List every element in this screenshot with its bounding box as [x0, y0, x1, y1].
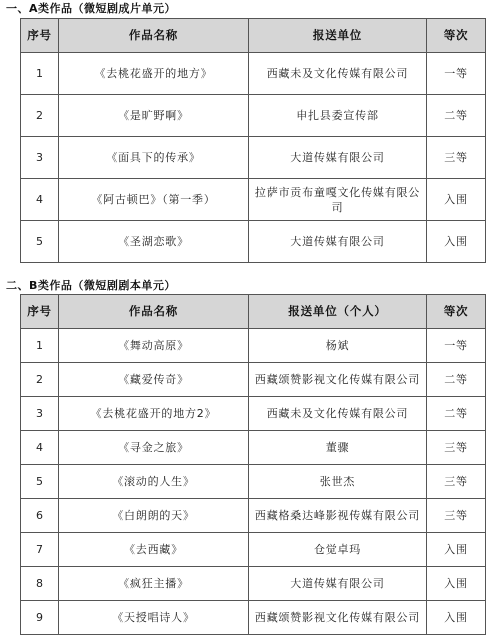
- cell-serial: 5: [21, 221, 59, 263]
- table-row: [21, 95, 486, 137]
- cell-serial: 1: [21, 329, 59, 363]
- header-serial: 序号: [21, 295, 59, 329]
- cell-submitting-unit: 申扎县委宣传部: [249, 95, 427, 137]
- table-row: [21, 363, 486, 397]
- cell-rank: 三等: [427, 137, 486, 179]
- table-row: [21, 499, 486, 533]
- cell-serial: 4: [21, 431, 59, 465]
- cell-work-name: 《天授唱诗人》: [59, 601, 249, 635]
- cell-rank: 入围: [427, 221, 486, 263]
- cell-submitting-unit: 西藏未及文化传媒有限公司: [249, 397, 427, 431]
- cell-rank: 入围: [427, 601, 486, 635]
- cell-serial: 3: [21, 397, 59, 431]
- table-row: [21, 53, 486, 95]
- cell-submitting-unit: 西藏颂赞影视文化传媒有限公司: [249, 363, 427, 397]
- cell-serial: 2: [21, 363, 59, 397]
- cell-rank: 三等: [427, 499, 486, 533]
- cell-work-name: 《去西藏》: [59, 533, 249, 567]
- table-row: [21, 221, 486, 263]
- cell-rank: 三等: [427, 431, 486, 465]
- table-row: [21, 601, 486, 635]
- cell-work-name: 《白朗朗的天》: [59, 499, 249, 533]
- cell-work-name: 《去桃花盛开的地方2》: [59, 397, 249, 431]
- cell-work-name: 《滚动的人生》: [59, 465, 249, 499]
- table-row: [21, 137, 486, 179]
- cell-rank: 入围: [427, 179, 486, 221]
- cell-rank: 二等: [427, 363, 486, 397]
- header-rank: 等次: [427, 19, 486, 53]
- cell-rank: 二等: [427, 397, 486, 431]
- cell-serial: 7: [21, 533, 59, 567]
- header-work-name: 作品名称: [59, 295, 249, 329]
- header-rank: 等次: [427, 295, 486, 329]
- table-row: [21, 431, 486, 465]
- table-header-row: [21, 19, 486, 53]
- cell-serial: 8: [21, 567, 59, 601]
- cell-serial: 5: [21, 465, 59, 499]
- cell-submitting-unit: 张世杰: [249, 465, 427, 499]
- cell-serial: 3: [21, 137, 59, 179]
- table-row: [21, 179, 486, 221]
- cell-submitting-unit: 大道传媒有限公司: [249, 567, 427, 601]
- cell-submitting-unit: 拉萨市贡布童嘎文化传媒有限公司: [249, 179, 427, 221]
- table-row: [21, 397, 486, 431]
- cell-rank: 一等: [427, 329, 486, 363]
- cell-serial: 4: [21, 179, 59, 221]
- cell-submitting-unit: 董骤: [249, 431, 427, 465]
- cell-submitting-unit: 大道传媒有限公司: [249, 221, 427, 263]
- cell-submitting-unit: 西藏格桑达峰影视传媒有限公司: [249, 499, 427, 533]
- table-row: [21, 329, 486, 363]
- cell-submitting-unit: 西藏颂赞影视文化传媒有限公司: [249, 601, 427, 635]
- cell-work-name: 《面具下的传承》: [59, 137, 249, 179]
- header-submitting-unit: 报送单位: [249, 19, 427, 53]
- section-a-title: 一、A类作品（微短剧成片单元）: [6, 2, 177, 15]
- cell-serial: 1: [21, 53, 59, 95]
- header-work-name: 作品名称: [59, 19, 249, 53]
- cell-submitting-unit: 杨斌: [249, 329, 427, 363]
- table-row: [21, 567, 486, 601]
- cell-serial: 2: [21, 95, 59, 137]
- header-serial: 序号: [21, 19, 59, 53]
- cell-rank: 三等: [427, 465, 486, 499]
- cell-rank: 入围: [427, 567, 486, 601]
- cell-work-name: 《舞动高原》: [59, 329, 249, 363]
- table-row: [21, 533, 486, 567]
- header-submitting-unit: 报送单位（个人）: [249, 295, 427, 329]
- cell-work-name: 《圣湖恋歌》: [59, 221, 249, 263]
- cell-rank: 一等: [427, 53, 486, 95]
- awards-table-a: [20, 18, 486, 263]
- cell-work-name: 《疯狂主播》: [59, 567, 249, 601]
- cell-work-name: 《是旷野啊》: [59, 95, 249, 137]
- cell-work-name: 《藏爱传奇》: [59, 363, 249, 397]
- section-b-title: 二、B类作品（微短剧剧本单元）: [6, 279, 176, 292]
- cell-serial: 6: [21, 499, 59, 533]
- cell-submitting-unit: 西藏未及文化传媒有限公司: [249, 53, 427, 95]
- cell-submitting-unit: 仓觉卓玛: [249, 533, 427, 567]
- cell-work-name: 《寻金之旅》: [59, 431, 249, 465]
- awards-table-b: [20, 294, 486, 635]
- cell-rank: 二等: [427, 95, 486, 137]
- cell-work-name: 《阿古顿巴》（第一季）: [59, 179, 249, 221]
- cell-serial: 9: [21, 601, 59, 635]
- cell-rank: 入围: [427, 533, 486, 567]
- cell-submitting-unit: 大道传媒有限公司: [249, 137, 427, 179]
- table-row: [21, 465, 486, 499]
- table-header-row: [21, 295, 486, 329]
- cell-work-name: 《去桃花盛开的地方》: [59, 53, 249, 95]
